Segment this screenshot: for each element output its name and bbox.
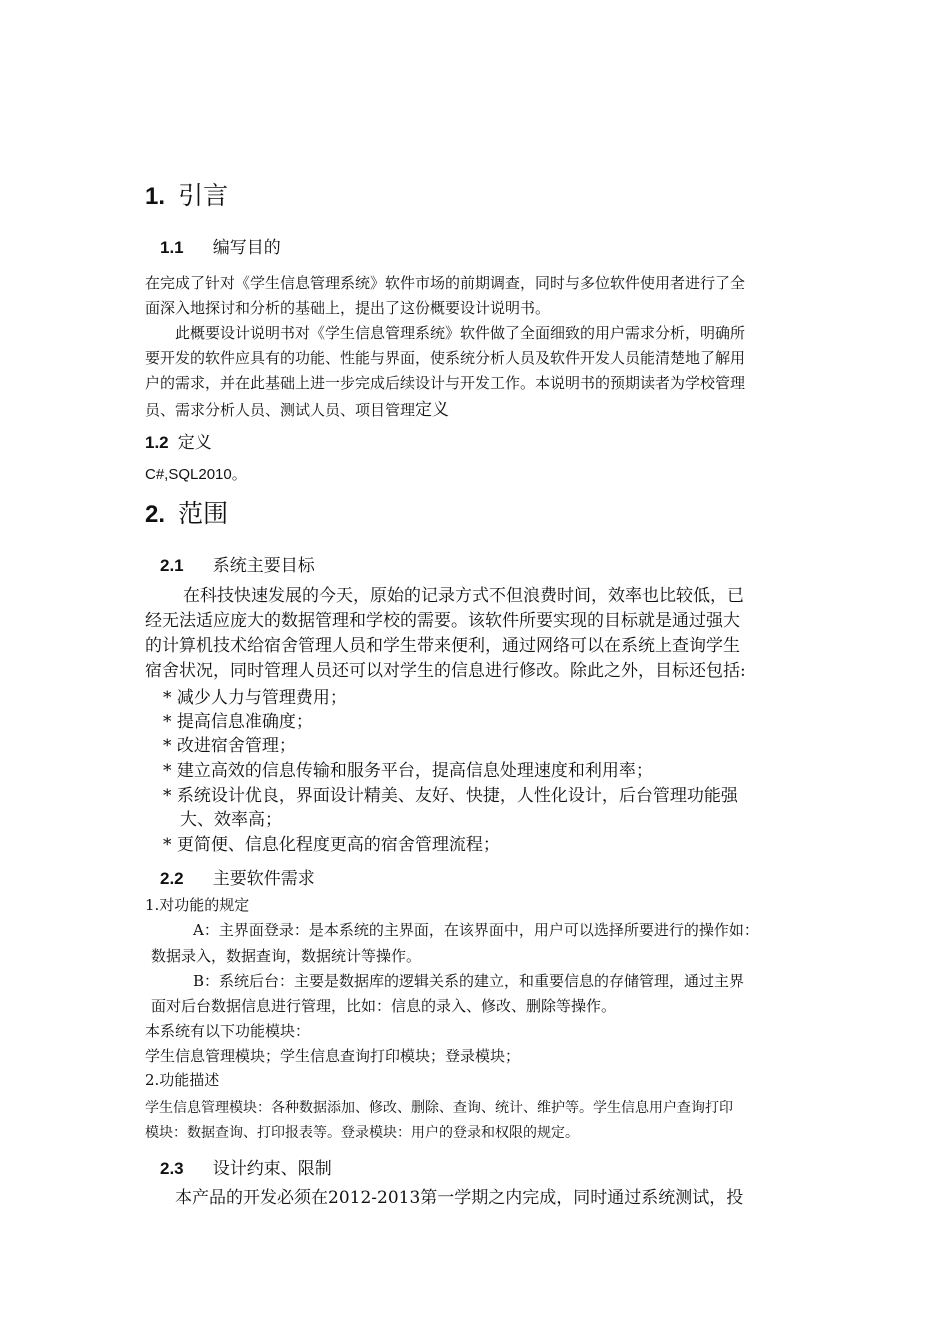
section-2-3-heading — [160, 1154, 332, 1179]
section-2-heading — [145, 494, 228, 530]
paragraph-line: 宿舍状况，同时管理人员还可以对学生的信息进行修改。除此之外，目标还包括: — [145, 661, 746, 681]
section-title: 系统主要目标 — [212, 556, 315, 576]
section-number: 1.2 — [145, 433, 169, 452]
section-title: 编写目的 — [212, 238, 281, 258]
bullet-item: * 建立高效的信息传输和服务平台，提高信息处理速度和利用率； — [163, 761, 653, 781]
paragraph-line — [145, 395, 449, 420]
paragraph-line: 2.功能描述 — [145, 1071, 220, 1089]
section-2-1-heading — [160, 551, 315, 576]
paragraph-line: B：系统后台：主要是数据库的逻辑关系的建立，和重要信息的存储管理，通过主界 — [193, 972, 745, 990]
definition-text: C#,SQL2010。 — [145, 466, 247, 483]
section-number: 2.3 — [160, 1159, 184, 1178]
section-number: 1. — [145, 183, 166, 210]
bullet-item: * 更简便、信息化程度更高的宿舍管理流程； — [163, 835, 500, 855]
paragraph-line: 的计算机技术给宿舍管理人员和学生带来便利，通过网络可以在系统上查询学生 — [145, 636, 740, 656]
paragraph-line: 户的需求，并在此基础上进一步完成后续设计与开发工作。本说明书的预期读者为学校管理 — [145, 374, 746, 392]
paragraph-line: 在完成了针对《学生信息管理系统》软件市场的前期调查，同时与多位软件使用者进行了全 — [145, 274, 746, 292]
section-title: 引言 — [178, 181, 229, 210]
section-title: 主要软件需求 — [212, 869, 315, 889]
section-number: 1.1 — [160, 238, 184, 257]
paragraph-line: 在科技快速发展的今天，原始的记录方式不但浪费时间，效率也比较低，已 — [183, 586, 744, 606]
section-1-2-heading — [145, 428, 212, 453]
section-1-heading — [145, 176, 228, 212]
section-title: 设计约束、限制 — [212, 1159, 332, 1179]
section-number: 2. — [145, 501, 166, 528]
section-2-2-heading — [160, 864, 315, 889]
paragraph-line: 学生信息管理模块：各种数据添加、修改、删除、查询、统计、维护等。学生信息用户查询打印 — [145, 1100, 733, 1116]
section-title: 范围 — [178, 499, 229, 528]
paragraph-line: 面对后台数据信息进行管理，比如：信息的录入、修改、删除等操作。 — [151, 997, 617, 1015]
section-title: 定义 — [177, 433, 212, 453]
paragraph-tail: 定义 — [415, 400, 450, 420]
bullet-item: * 改进宿舍管理； — [163, 736, 296, 756]
bullet-item: * 系统设计优良，界面设计精美、友好、快捷，人性化设计，后台管理功能强 — [163, 786, 738, 806]
paragraph-line: 学生信息管理模块；学生信息查询打印模块；登录模块； — [145, 1047, 521, 1065]
paragraph-line: 数据录入，数据查询，数据统计等操作。 — [151, 947, 422, 965]
paragraph-line: 1.对功能的规定 — [145, 896, 250, 914]
paragraph-line: A：主界面登录：是本系统的主界面，在该界面中，用户可以选择所要进行的操作如： — [193, 921, 759, 939]
paragraph-line: 模块：数据查询、打印报表等。登录模块：用户的登录和权限的规定。 — [145, 1125, 579, 1141]
bullet-item: * 提高信息准确度； — [163, 712, 313, 732]
paragraph-line: 要开发的软件应具有的功能、性能与界面，使系统分析人员及软件开发人员能清楚地了解用 — [145, 349, 746, 367]
paragraph-line: 面深入地探讨和分析的基础上，提出了这份概要设计说明书。 — [145, 299, 551, 317]
paragraph-line: 本产品的开发必须在2012-2013第一学期之内完成，同时通过系统测试，投 — [175, 1188, 744, 1208]
section-number: 2.1 — [160, 556, 184, 575]
section-number: 2.2 — [160, 869, 184, 888]
section-1-1-heading — [160, 233, 281, 258]
bullet-item: * 减少人力与管理费用； — [163, 688, 347, 708]
paragraph-line: 本系统有以下功能模块： — [145, 1022, 311, 1040]
bullet-item-continuation: 大、效率高； — [180, 810, 282, 830]
paragraph-line: 经无法适应庞大的数据管理和学校的需要。该软件所要实现的目标就是通过强大 — [145, 611, 740, 631]
paragraph-text: 员、需求分析人员、测试人员、项目管理 — [145, 401, 416, 419]
paragraph-line: 此概要设计说明书对《学生信息管理系统》软件做了全面细致的用户需求分析，明确所 — [175, 324, 746, 342]
